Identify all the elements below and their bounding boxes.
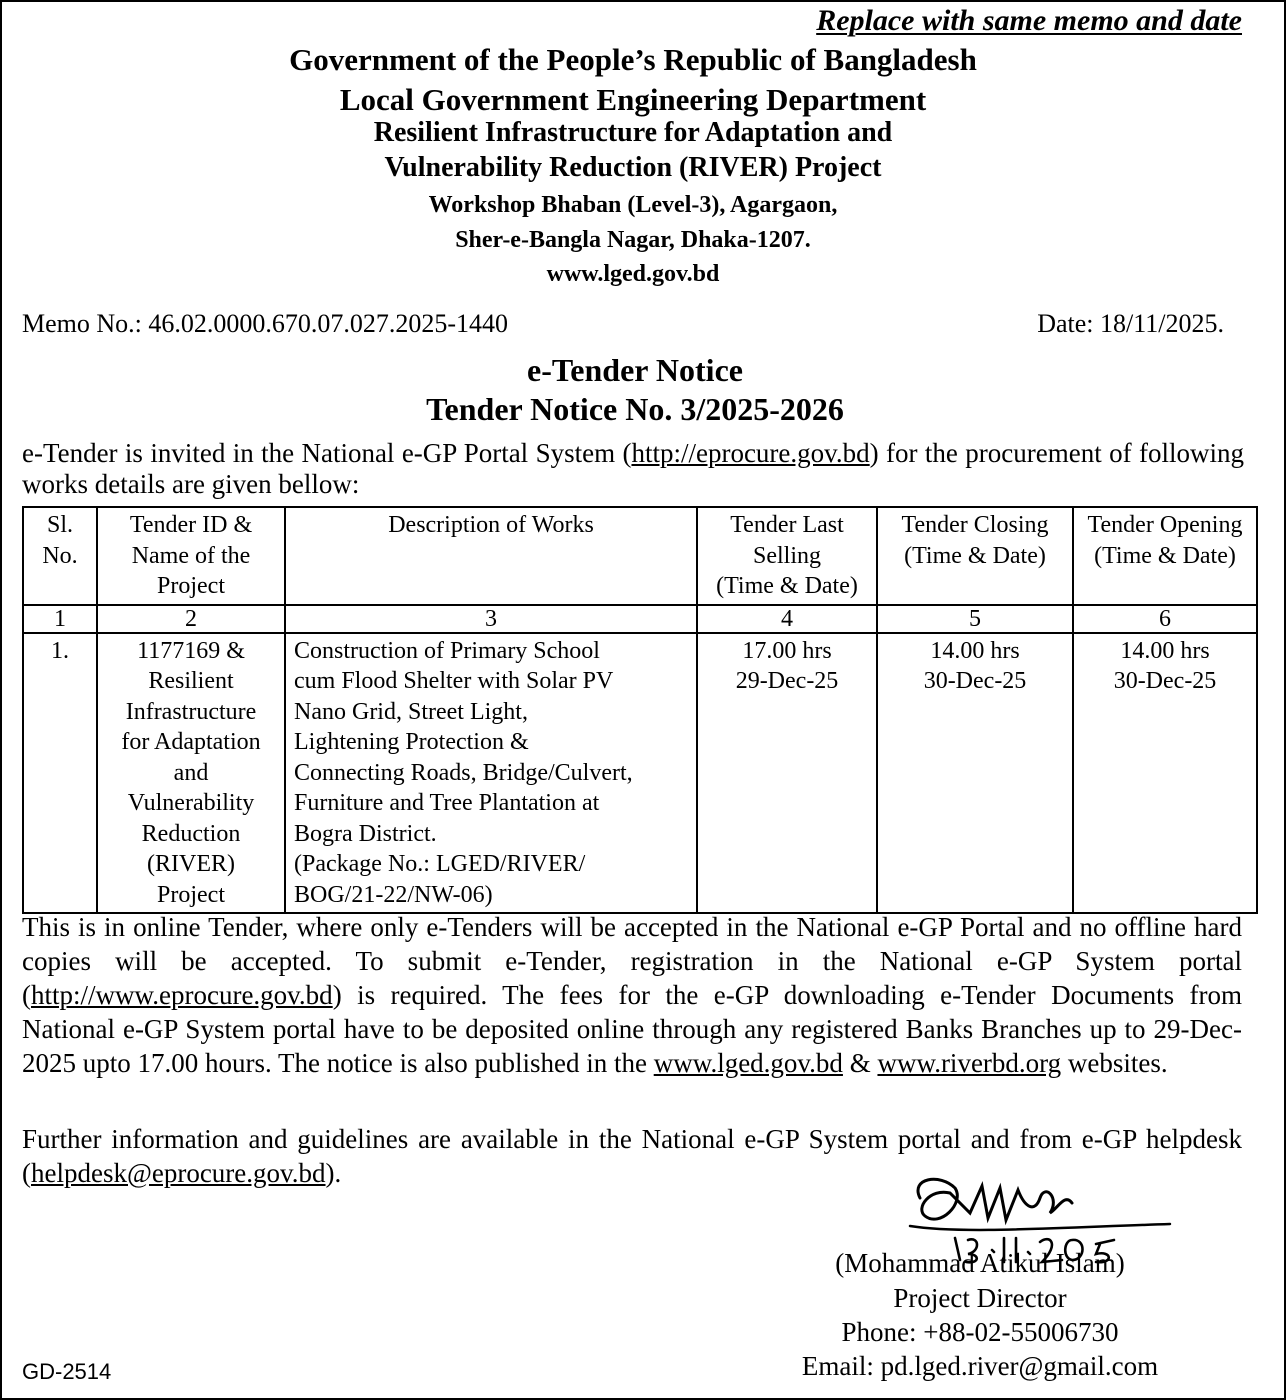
cell-line: cum Flood Shelter with Solar PV [294,668,614,694]
header-line: Name of the [131,542,251,569]
riverbd-website-link[interactable]: www.riverbd.org [877,1048,1062,1078]
header-line: Tender ID & [129,512,253,538]
cell-line: Connecting Roads, Bridge/Culvert, [294,759,633,786]
address-line1: Workshop Bhaban (Level-3), Agargaon, [428,192,838,218]
replace-note: Replace with same memo and date [816,4,1242,37]
header-line: Sl. [46,512,73,538]
header-line: Tender Last [730,512,844,538]
header-line: Project [157,573,225,599]
memo-label: Memo No.: [22,309,142,338]
cell-tender-id [97,633,285,914]
column-number: 1 [23,605,97,633]
eprocure-link[interactable]: http://eprocure.gov.bd [631,438,870,468]
cell-line: 1177169 & [137,637,245,664]
memo-date [1037,309,1224,339]
header-line: No. [42,542,78,569]
signatory-title: Project Director [893,1283,1067,1313]
cell-line: (Package No.: LGED/RIVER/ [294,851,586,877]
cell-line: Furniture and Tree Plantation at [294,790,600,816]
cell-closing [877,633,1073,914]
intro-text-2: ) for the procurement of following works details are given bellow: [22,438,1244,499]
para2-text-2: ). [325,1158,342,1188]
lged-website-link[interactable]: www.lged.gov.bd [653,1048,843,1078]
department-title: Local Government Engineering Department [339,82,927,117]
cell-line: Lightening Protection & [294,729,529,755]
header-line: Selling [752,542,821,569]
project-title-line1: Resilient Infrastructure for Adaptation and [373,117,893,148]
header-opening [1073,507,1257,605]
column-number: 6 [1073,605,1257,633]
cell-line: 29-Dec-25 [735,668,839,694]
para1-text-3: & [842,1048,878,1078]
header-closing [877,507,1073,605]
cell-last-selling [697,633,877,914]
cell-line: Bogra District. [294,820,437,847]
header-description [285,507,697,605]
notice-title: e-Tender Notice [527,352,743,388]
header-last-selling [697,507,877,605]
column-number: 4 [697,605,877,633]
para1-text-4: websites. [1061,1048,1168,1078]
memo-value: 46.02.0000.670.07.027.2025-1440 [148,309,509,338]
column-number: 3 [285,605,697,633]
cell-line: BOG/21-22/NW-06) [294,881,493,908]
cell-line: Nano Grid, Street Light, [294,698,528,725]
header-line: Tender Closing [901,512,1049,538]
online-tender-paragraph [22,910,1242,1080]
signatory-phone: Phone: +88-02-55006730 [841,1317,1119,1347]
header-website: www.lged.gov.bd [546,261,720,287]
government-title: Government of the People’s Republic of Bangladesh [289,42,977,77]
intro-paragraph [22,438,1244,500]
cell-line: Reduction [141,820,241,847]
notice-number: Tender Notice No. 3/2025-2026 [426,391,844,427]
footer-code: GD-2514 [22,1359,112,1384]
signatory-name: (Mohammad Atikul Islam) [835,1248,1125,1278]
column-number: 2 [97,605,285,633]
date-label: Date: [1037,309,1094,338]
signatory-email: Email: pd.lged.river@gmail.com [801,1351,1159,1381]
memo-number [22,309,508,339]
cell-line: Infrastructure [125,698,257,725]
para1-text-1: This is in online Tender, where only e-Tenders will be accepted in the National e-GP Portal and no offline hard copies will be accepted. To submit e-Tender, registration in the National e-GP System portal ( [22,912,1242,1010]
cell-line: Vulnerability [127,790,255,816]
para2-text-1: Further information and guidelines are available in the National e-GP System portal and from e-GP helpdesk ( [22,1124,1242,1188]
cell-line: Construction of Primary School [294,637,600,664]
cell-line: 14.00 hrs [1120,637,1210,664]
helpdesk-email-link[interactable]: helpdesk@eprocure.gov.bd [31,1158,326,1188]
header-line: (Time & Date) [904,542,1046,569]
cell-line: Resilient [148,668,234,694]
header-line: (Time & Date) [1094,542,1236,569]
cell-opening [1073,633,1257,914]
cell-line: 30-Dec-25 [1113,668,1217,694]
cell-line: Project [157,881,225,908]
cell-line: 30-Dec-25 [923,668,1027,694]
header-tender-id [97,507,285,605]
cell-line: 14.00 hrs [930,637,1020,664]
table-row [23,633,1257,914]
table-header-row [23,507,1257,605]
header-sl [23,507,97,605]
date-value: 18/11/2025. [1100,309,1224,338]
intro-text-1: e-Tender is invited in the National e-GP Portal System ( [22,438,632,468]
cell-line: for Adaptation [121,729,261,755]
eprocure-www-link[interactable]: http://www.eprocure.gov.bd [31,980,333,1010]
para1-text-2: ) is required. The fees for the e-GP downloading e-Tender Documents from National e-GP System portal have to be deposited online through any registered Banks Branches up to 29-Dec-2025 upto 17.00 hours. The notice is also published in the [22,980,1242,1078]
address-line2: Sher-e-Bangla Nagar, Dhaka-1207. [455,227,811,253]
column-number-row [23,605,1257,633]
cell-line: 17.00 hrs [742,637,832,664]
header-line: Description of Works [388,512,594,538]
project-title-line2: Vulnerability Reduction (RIVER) Project [384,152,882,183]
column-number: 5 [877,605,1073,633]
cell-line: (RIVER) [147,851,235,877]
header-line: (Time & Date) [716,573,858,599]
header-line: Tender Opening [1087,512,1243,538]
cell-description [285,633,697,914]
cell-line: and [173,759,209,786]
cell-sl: 1. [23,633,97,914]
works-table [22,506,1258,914]
